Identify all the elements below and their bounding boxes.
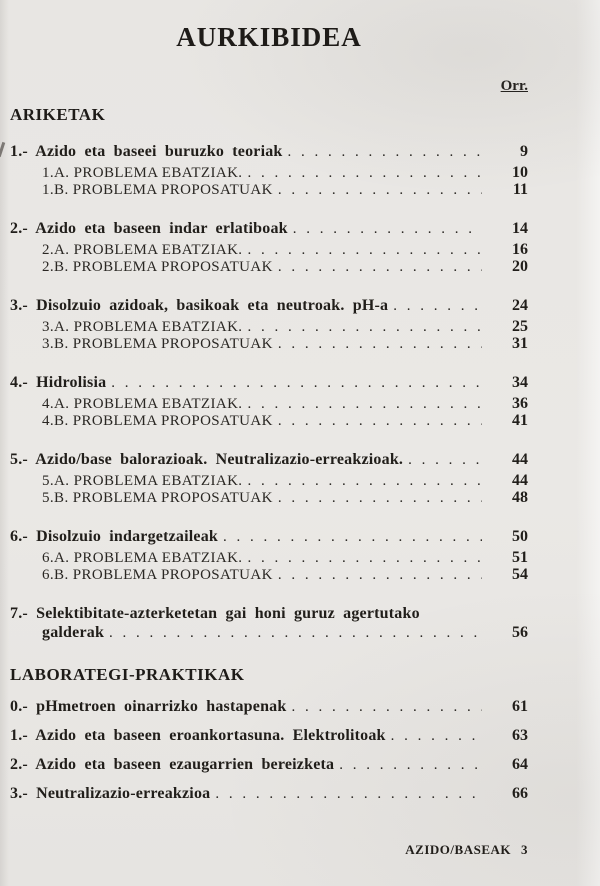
toc-subentry-label: 5.A. PROBLEMA EBATZIAK. [42, 473, 243, 489]
section-heading-ariketak: ARIKETAK [10, 105, 106, 124]
toc-entry [10, 726, 528, 746]
toc-subentry-label: 3.A. PROBLEMA EBATZIAK. [42, 319, 243, 335]
dot-leader [273, 567, 482, 584]
footer-book-title: AZIDO/BASEAK [405, 842, 511, 857]
toc-subentry-page-number: 44 [512, 472, 528, 489]
toc-subentry-label: 4.B. PROBLEMA PROPOSATUAK [42, 412, 273, 429]
toc-subentries [10, 165, 528, 198]
toc-entry-page-number: 14 [512, 220, 528, 237]
toc-entry [10, 755, 528, 775]
dot-leader [218, 527, 482, 547]
toc-subentries [10, 396, 528, 429]
toc-subentry-page-number: 20 [512, 257, 528, 275]
dot-leader [242, 242, 482, 259]
toc-entry-label: 3.- Neutralizazio-erreakzioa [10, 785, 211, 802]
page-column-header-row [10, 77, 528, 95]
toc-entry-label: 6.- Disolzuio indargetzaileak [10, 528, 219, 545]
toc-subentry-page-number: 48 [512, 488, 528, 506]
dot-leader [210, 784, 482, 804]
toc-entry-page-number: 61 [512, 698, 528, 715]
toc-subentry [10, 336, 528, 353]
page-title: AURKIBIDEA [176, 22, 362, 52]
toc-entry-page-number: 34 [512, 374, 528, 391]
toc-subentry [10, 319, 528, 336]
toc-entry [10, 784, 528, 804]
toc-entry [10, 219, 528, 275]
toc-subentry-page-number: 25 [512, 318, 528, 335]
toc-subentry [10, 165, 528, 182]
dot-leader [104, 623, 482, 643]
toc-subentry [10, 413, 528, 430]
toc-entry-label: 4.- Hidrolisia [10, 374, 107, 391]
toc-subentry-label: 2.A. PROBLEMA EBATZIAK. [42, 242, 243, 258]
toc-entry [10, 373, 528, 429]
dot-leader [273, 259, 482, 276]
toc-subentry-label: 6.A. PROBLEMA EBATZIAK. [42, 550, 243, 566]
dot-leader [242, 319, 482, 336]
toc-subentry-label: 6.B. PROBLEMA PROPOSATUAK [42, 566, 273, 583]
toc-subentry [10, 259, 528, 276]
toc-entry-page-number: 50 [512, 528, 528, 545]
dot-leader [106, 373, 482, 393]
toc-entry-label: 0.- pHmetroen oinarrizko hastapenak [10, 698, 287, 715]
dot-leader [334, 755, 482, 775]
toc-subentry-page-number: 10 [512, 164, 528, 181]
toc-entry-label: 1.- Azido eta baseei buruzko teoriak [10, 143, 283, 160]
dot-leader [403, 450, 482, 470]
toc-entry-page-number: 44 [512, 451, 528, 468]
toc-entry-page-number: 66 [512, 785, 528, 802]
toc-entry-page-number: 63 [512, 727, 528, 744]
toc-subentry-label: 3.B. PROBLEMA PROPOSATUAK [42, 335, 273, 352]
toc-entry [10, 604, 528, 643]
toc-subentry-label: 4.A. PROBLEMA EBATZIAK. [42, 396, 243, 412]
toc-subentries [10, 319, 528, 352]
dot-leader [273, 182, 482, 199]
toc-subentry-page-number: 31 [512, 334, 528, 352]
dot-leader [283, 142, 482, 162]
page-footer [405, 842, 528, 858]
toc-subentry-page-number: 41 [512, 411, 528, 429]
toc-subentries [10, 473, 528, 506]
toc-entry-label: 1.- Azido eta baseen eroankortasuna. Elektrolitoak [10, 727, 386, 744]
dot-leader [273, 413, 482, 430]
toc-entry-label-line1: 7.- Selektibitate-azterketetan gai honi guruz agertutako [10, 605, 420, 622]
dot-leader [286, 697, 482, 717]
toc-entry-label: 2.- Azido eta baseen indar erlatiboak [10, 220, 288, 237]
toc-subentry [10, 567, 528, 584]
dot-leader [242, 550, 482, 567]
toc-subentry-page-number: 11 [512, 180, 528, 198]
toc-entry-page-number: 9 [520, 143, 528, 160]
toc-subentry [10, 396, 528, 413]
toc-entry-label: 3.- Disolzuio azidoak, basikoak eta neutroak. pH-a [10, 297, 389, 314]
toc-subentry [10, 550, 528, 567]
toc-entry-label: 2.- Azido eta baseen ezaugarrien bereizketa [10, 756, 335, 773]
dot-leader [273, 336, 482, 353]
section-heading-laborategi: LABORATEGI-PRAKTIKAK [10, 665, 245, 684]
toc-subentry-label: 1.B. PROBLEMA PROPOSATUAK [42, 181, 273, 198]
toc-subentry-page-number: 36 [512, 395, 528, 412]
toc-subentry-page-number: 54 [512, 565, 528, 583]
toc-entry [10, 450, 528, 506]
dot-leader [242, 396, 482, 413]
dot-leader [242, 165, 482, 182]
dot-leader [288, 219, 482, 239]
toc-entry [10, 142, 528, 198]
toc-subentry-page-number: 16 [512, 241, 528, 258]
dot-leader [388, 296, 482, 316]
toc-subentry [10, 242, 528, 259]
toc-entry-label: 5.- Azido/base balorazioak. Neutralizazio-erreakzioak. [10, 451, 404, 468]
toc-entry-page-number: 24 [512, 297, 528, 314]
toc-subentry [10, 490, 528, 507]
toc-subentry [10, 182, 528, 199]
toc-entry-page-number: 56 [512, 624, 528, 641]
toc-subentry-label: 1.A. PROBLEMA EBATZIAK. [42, 165, 243, 181]
toc-subentry [10, 473, 528, 490]
toc-entry-label-line2: galderak [42, 624, 105, 641]
toc-subentry-label: 2.B. PROBLEMA PROPOSATUAK [42, 258, 273, 275]
toc-subentries [10, 550, 528, 583]
dot-leader [386, 726, 482, 746]
toc-subentries [10, 242, 528, 275]
toc-subentry-page-number: 51 [512, 549, 528, 566]
footer-page-number: 3 [521, 842, 528, 857]
scan-artifact [0, 142, 5, 157]
dot-leader [273, 490, 482, 507]
toc-entry [10, 697, 528, 717]
toc-subentry-label: 5.B. PROBLEMA PROPOSATUAK [42, 489, 273, 506]
toc-entry [10, 527, 528, 583]
page-column-header: Orr. [500, 78, 528, 94]
toc-entry-page-number: 64 [512, 756, 528, 773]
dot-leader [242, 473, 482, 490]
toc-entry [10, 296, 528, 352]
